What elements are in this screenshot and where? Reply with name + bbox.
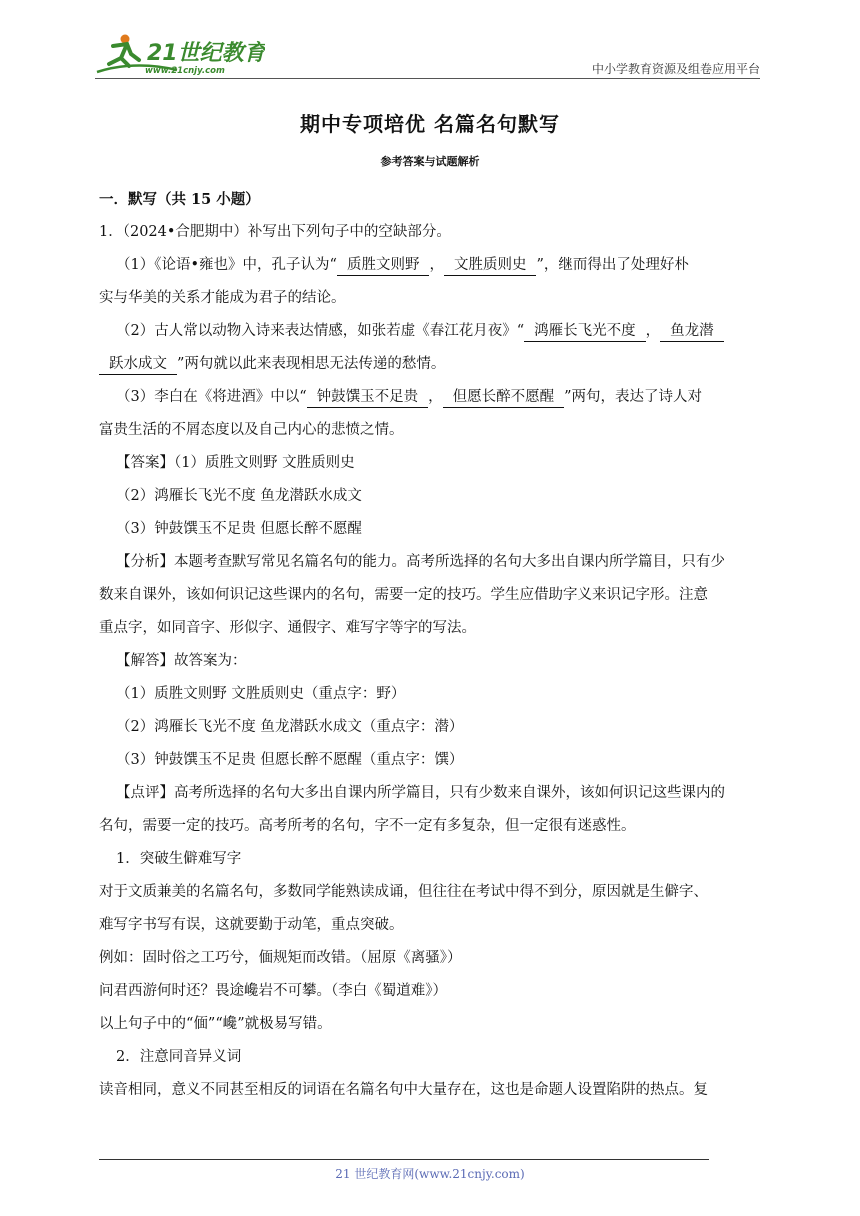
text: ， [429, 257, 444, 273]
footer-divider [99, 1159, 709, 1160]
answer-line-1 [99, 447, 771, 480]
text: 高考所选择的名句大多出自课内所学篇目，只有少数来自课外，该如何识记这些课内的 [174, 785, 725, 801]
question-part-2-cont [99, 348, 771, 381]
question-part-1-cont: 实与华美的关系才能成为君子的结论。 [99, 290, 346, 306]
text: （2）古人常以动物入诗来表达情感，如张若虚《春江花月夜》“ [116, 323, 525, 339]
text: ”两句，表达了诗人对 [564, 389, 703, 405]
comment-subheading-1: 1．突破生僻难写字 [116, 851, 242, 867]
answer-blank: 但愿长醉不愿醒 [443, 387, 565, 408]
text: ”两句就以此来表现相思无法传递的愁情。 [177, 356, 446, 372]
question-stem: 1．（2024•合肥期中）补写出下列句子中的空缺部分。 [99, 224, 451, 240]
page-subtitle: 参考答案与试题解析 [380, 155, 480, 168]
answer-line-3: （3）钟鼓馔玉不足贵 但愿长醉不愿醒 [116, 521, 362, 537]
brand-logo [95, 30, 265, 78]
answer-blank: 鱼龙潜 [660, 321, 724, 342]
answer-label: 【答案】 [116, 455, 174, 471]
answer-blank: 钟鼓馔玉不足贵 [307, 387, 429, 408]
comment-example-2: 问君西游何时还？畏途巉岩不可攀。（李白《蜀道难》） [99, 983, 447, 999]
section-heading: 一．默写（共 15 小题） [99, 191, 260, 208]
text: ”，继而得出了处理好朴 [536, 257, 689, 273]
runner-logo-icon [95, 30, 265, 78]
analysis-line-1 [99, 546, 771, 579]
solution-heading [99, 645, 771, 678]
question-part-3 [99, 381, 771, 414]
question-part-2 [99, 315, 771, 348]
answer-blank: 跃水成文 [99, 354, 177, 375]
header-divider [95, 78, 760, 79]
question-part-1 [99, 249, 771, 282]
comment-body-1: 对于文质兼美的名篇名句，多数同学能熟读成诵，但往往在考试中得不到分，原因就是生僻字、 [99, 884, 708, 900]
page-title: 期中专项培优 名篇名句默写 [300, 112, 560, 136]
analysis-line-2: 数来自课外，该如何识记这些课内的名句，需要一定的技巧。学生应借助字义来识记字形。注意 [99, 587, 708, 603]
logo-title: 21世纪教育 [147, 41, 265, 66]
answer-blank: 文胜质则史 [444, 255, 537, 276]
solution-line-1: （1）质胜文则野 文胜质则史（重点字：野） [116, 686, 406, 702]
question-part-3-cont: 富贵生活的不屑态度以及自己内心的悲愤之情。 [99, 422, 404, 438]
text: 本题考查默写常见名篇名句的能力。高考所选择的名句大多出自课内所学篇目，只有少 [174, 554, 725, 570]
document-body [99, 183, 771, 1107]
analysis-label: 【分析】 [116, 554, 174, 570]
solution-line-3: （3）钟鼓馔玉不足贵 但愿长醉不愿醒（重点字：馔） [116, 752, 464, 768]
solution-label: 【解答】 [116, 653, 174, 669]
platform-name: 中小学教育资源及组卷应用平台 [591, 62, 760, 76]
comment-body-4: 读音相同，意义不同甚至相反的词语在名篇名句中大量存在，这也是命题人设置陷阱的热点。复 [99, 1082, 708, 1098]
text: （1）质胜文则野 文胜质则史 [174, 455, 355, 471]
answer-blank: 质胜文则野 [337, 255, 430, 276]
comment-body-2: 难写字书写有误，这就要勤于动笔，重点突破。 [99, 917, 404, 933]
comment-body-3: 以上句子中的“偭”“巉”就极易写错。 [99, 1016, 332, 1032]
text: （1）《论语•雍也》中，孔子认为“ [116, 257, 337, 273]
page-header [95, 30, 760, 80]
text: ， [645, 323, 661, 339]
answer-line-2: （2）鸿雁长飞光不度 鱼龙潜跃水成文 [116, 488, 362, 504]
text: （3）李白在《将进酒》中以“ [116, 389, 307, 405]
comment-example-1: 例如：固时俗之工巧兮，偭规矩而改错。（屈原《离骚》） [99, 950, 462, 966]
answer-blank: 鸿雁长飞光不度 [524, 321, 646, 342]
text: 故答案为： [174, 653, 247, 669]
logo-url: www.21cnjy.com [145, 66, 225, 76]
comment-label: 【点评】 [116, 785, 174, 801]
comment-line-2: 名句，需要一定的技巧。高考所考的名句，字不一定有多复杂，但一定很有迷惑性。 [99, 818, 636, 834]
comment-subheading-2: 2．注意同音异义词 [116, 1049, 242, 1065]
comment-line-1 [99, 777, 771, 810]
solution-line-2: （2）鸿雁长飞光不度 鱼龙潜跃水成文（重点字：潜） [116, 719, 464, 735]
text: ， [428, 389, 443, 405]
analysis-line-3: 重点字，如同音字、形似字、通假字、难写字等字的写法。 [99, 620, 476, 636]
page-footer: 21 世纪教育网(www.21cnjy.com) [335, 1167, 525, 1181]
